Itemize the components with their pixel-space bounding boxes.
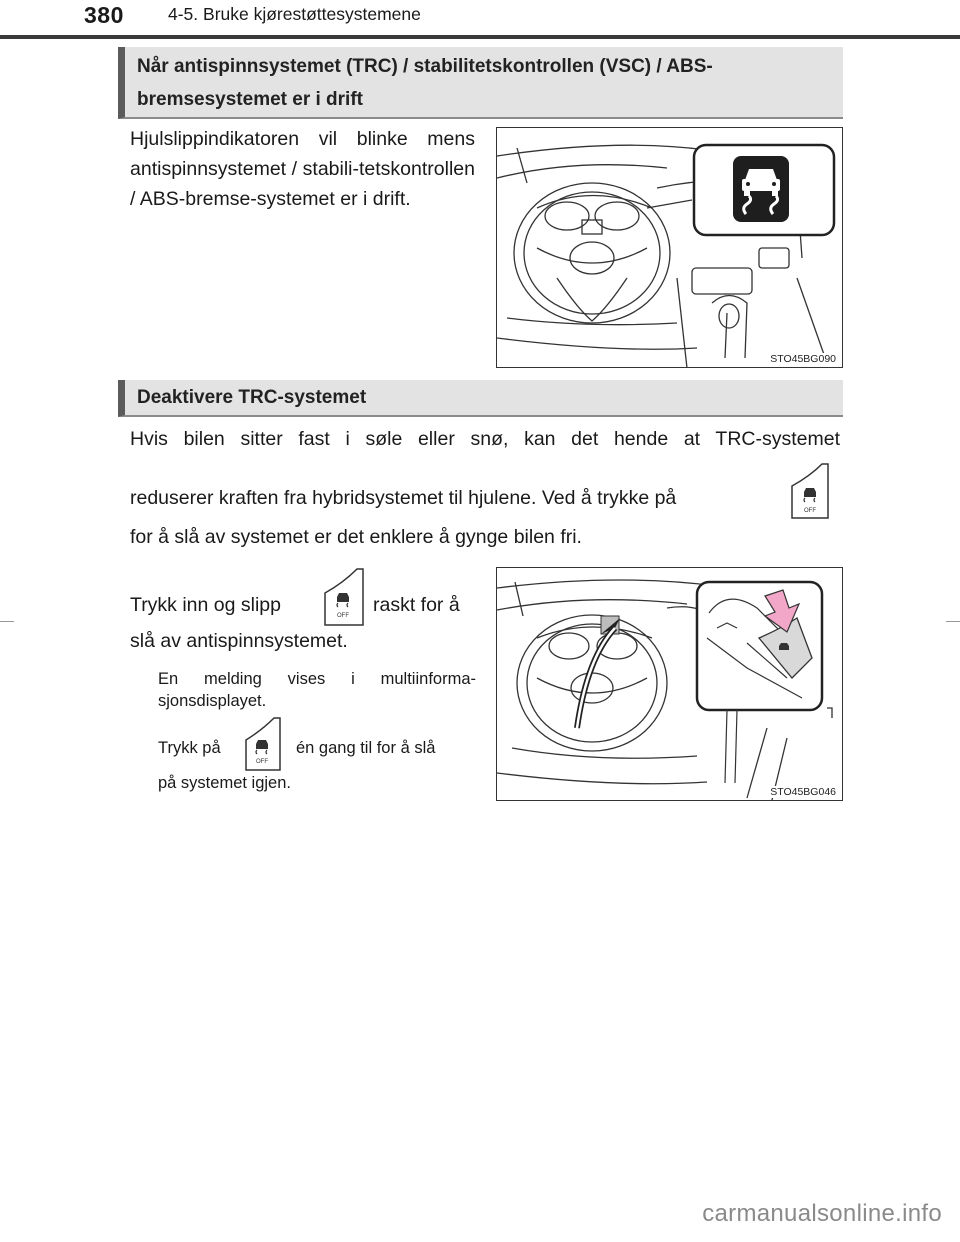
step-text-after-button: raskt for å	[373, 594, 460, 616]
section2-para-line2-text: reduserer kraften fra hybridsystemet til hjulene. Ved å trykke på	[130, 487, 677, 509]
note2-line2: på systemet igjen.	[158, 774, 291, 792]
button-text-off: OFF	[337, 613, 349, 619]
note2-before-button: Trykk på	[158, 739, 221, 757]
note2-after-button: én gang til for å slå	[296, 739, 436, 757]
trim-mark-right	[946, 621, 960, 622]
figure-dashboard-indicator	[496, 127, 843, 368]
figure2-code: STO45BG046	[770, 786, 836, 798]
vsc-off-button-icon	[323, 567, 365, 627]
step-line1	[130, 590, 281, 620]
section2-para-line2	[130, 483, 676, 513]
section1-heading	[118, 47, 843, 119]
section2-heading: Deaktivere TRC-systemet	[118, 380, 843, 417]
section-title: 4-5. Bruke kjørestøttesystemene	[168, 4, 421, 24]
vsc-off-button-icon	[244, 716, 282, 772]
dashboard-illustration	[497, 128, 843, 368]
step-text-before-button: Trykk inn og slipp	[130, 594, 282, 616]
switch-location-illustration	[497, 568, 843, 801]
watermark: carmanualsonline.info	[702, 1200, 942, 1227]
note-message: En melding vises i multiinforma-sjonsdisplayet.	[158, 670, 476, 710]
header-rule	[0, 35, 960, 39]
figure1-code: STO45BG090	[770, 353, 836, 365]
section1-heading-line2: bremsesystemet er i drift	[137, 89, 363, 110]
trim-mark-left	[0, 621, 14, 622]
section1-text: Hjulslippindikatoren vil blinke mens antispinnsystemet / stabili-tetskontrollen / ABS-bremse-systemet er i drift.	[130, 128, 475, 210]
step-line2: slå av antispinnsystemet.	[130, 630, 348, 652]
section2-para-line3: for å slå av systemet er det enklere å gynge bilen fri.	[130, 526, 582, 548]
section1-heading-line1: Når antispinnsystemet (TRC) / stabilitetskontrollen (VSC) / ABS-	[137, 56, 713, 77]
section2-para-line1: Hvis bilen sitter fast i søle eller snø, kan det hende at TRC-systemet	[130, 428, 840, 450]
button-text-off: OFF	[256, 759, 268, 765]
page-number: 380	[84, 2, 124, 28]
skid-indicator-icon	[733, 156, 789, 222]
figure-vsc-off-switch	[496, 567, 843, 801]
vsc-off-button-icon	[790, 462, 830, 520]
button-text-off: OFF	[804, 508, 816, 514]
